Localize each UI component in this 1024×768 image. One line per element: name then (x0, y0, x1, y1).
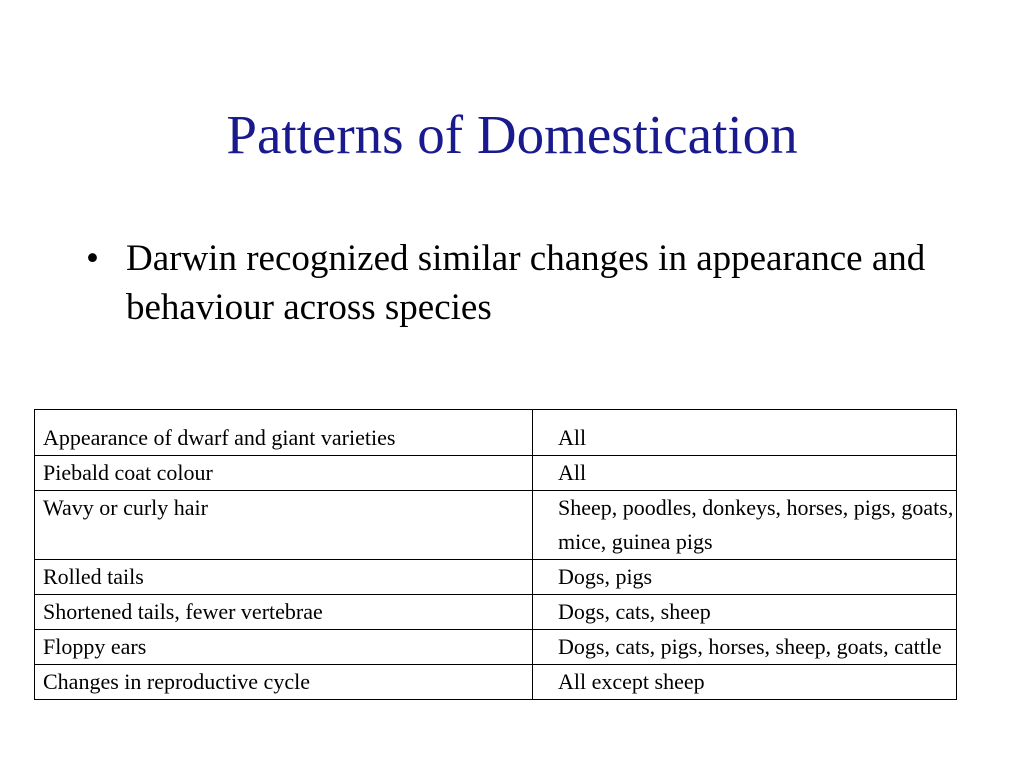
trait-cell: Appearance of dwarf and giant varieties (35, 410, 533, 456)
trait-cell: Piebald coat colour (35, 456, 533, 491)
table-row (35, 665, 957, 700)
slide-title: Patterns of Domestication (226, 104, 798, 165)
species-cell: Sheep, poodles, donkeys, horses, pigs, goats, mice, guinea pigs (533, 491, 957, 560)
table-row (35, 456, 957, 491)
species-cell: Dogs, pigs (533, 560, 957, 595)
bullet-text: Darwin recognized similar changes in appearance and behaviour across species (126, 238, 926, 328)
bullet-icon: • (86, 238, 99, 279)
species-cell: Dogs, cats, pigs, horses, sheep, goats, cattle (533, 630, 957, 665)
trait-cell: Wavy or curly hair (35, 491, 533, 560)
species-cell: All (533, 456, 957, 491)
bullet-list (86, 234, 966, 332)
trait-cell: Rolled tails (35, 560, 533, 595)
species-cell: All except sheep (533, 665, 957, 700)
trait-cell: Shortened tails, fewer vertebrae (35, 595, 533, 630)
table-row (35, 491, 957, 560)
traits-table-container (34, 409, 957, 700)
trait-cell: Changes in reproductive cycle (35, 665, 533, 700)
table-row (35, 595, 957, 630)
species-cell: Dogs, cats, sheep (533, 595, 957, 630)
bullet-item (86, 234, 966, 332)
table-row (35, 630, 957, 665)
trait-cell: Floppy ears (35, 630, 533, 665)
table-row (35, 410, 957, 456)
species-cell: All (533, 410, 957, 456)
table-row (35, 560, 957, 595)
traits-table (34, 409, 957, 700)
